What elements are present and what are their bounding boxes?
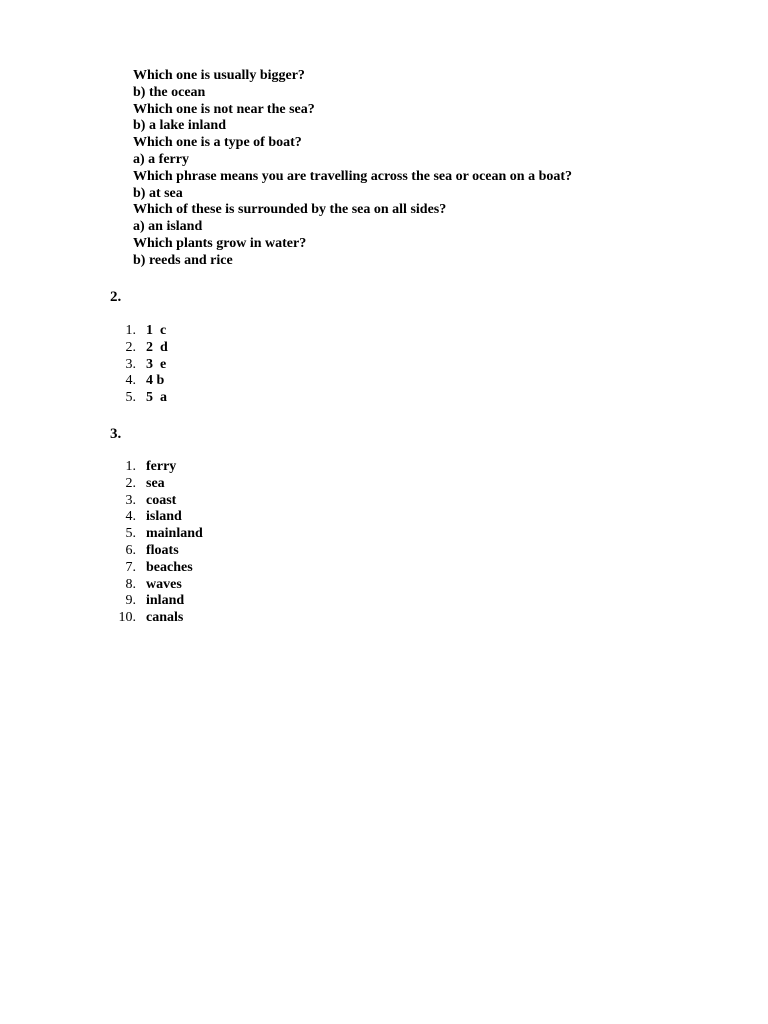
section-2-list: [110, 323, 510, 407]
list-item-text: beaches: [146, 559, 193, 575]
list-item-text: coast: [146, 492, 177, 508]
list-item-text: inland: [146, 593, 185, 609]
answer-line: b) a lake inland: [133, 118, 226, 134]
list-marker: 1.: [125, 323, 136, 338]
list-item-text: waves: [146, 576, 182, 592]
list-marker: 6.: [125, 542, 136, 558]
section-3-list: [110, 459, 510, 627]
list-marker: 2.: [125, 475, 136, 491]
list-marker: 2.: [125, 339, 136, 355]
question-line: Which plants grow in water?: [133, 235, 307, 251]
question-line: Which of these is surrounded by the sea on all sides?: [133, 202, 447, 218]
list-marker: 5.: [125, 390, 136, 406]
list-marker: 1.: [125, 459, 136, 474]
list-item: [110, 323, 510, 340]
list-item-text: canals: [146, 610, 184, 626]
question-line: Which one is not near the sea?: [133, 101, 315, 117]
list-item: [110, 476, 510, 493]
list-item: [110, 526, 510, 543]
list-item-text: 3 e: [146, 356, 167, 372]
list-item: [110, 509, 510, 526]
list-item-text: ferry: [146, 459, 177, 474]
answer-line: b) reeds and rice: [133, 252, 233, 268]
list-marker: 5.: [125, 526, 136, 542]
list-item: [110, 459, 510, 476]
list-item: [110, 593, 510, 610]
section-3-heading: 3.: [110, 426, 122, 442]
list-marker: 3.: [125, 492, 136, 508]
list-item: [110, 340, 510, 357]
question-line: Which one is usually bigger?: [133, 68, 305, 83]
list-item-text: mainland: [146, 526, 203, 542]
section-2-heading: 2.: [110, 289, 122, 305]
answer-line: b) the ocean: [133, 84, 206, 100]
answer-key-section-1: [133, 68, 693, 270]
list-marker: 4.: [125, 509, 136, 525]
list-item-text: 1 c: [146, 323, 167, 338]
list-item: [110, 493, 510, 510]
list-marker: 9.: [125, 593, 136, 609]
list-item-text: 2 d: [146, 339, 168, 355]
list-item-text: sea: [146, 475, 165, 491]
list-marker: 8.: [125, 576, 136, 592]
answer-line: a) a ferry: [133, 151, 189, 167]
list-item-text: 5 a: [146, 390, 167, 406]
answer-line: b) at sea: [133, 185, 183, 201]
list-marker: 7.: [125, 559, 136, 575]
question-line: Which one is a type of boat?: [133, 135, 302, 151]
list-marker: 4.: [125, 373, 136, 389]
list-marker: 10.: [118, 610, 136, 626]
list-item: [110, 577, 510, 594]
list-marker: 3.: [125, 356, 136, 372]
list-item: [110, 390, 510, 407]
question-line: Which phrase means you are travelling across the sea or ocean on a boat?: [133, 168, 573, 184]
list-item: [110, 373, 510, 390]
list-item-text: island: [146, 509, 182, 525]
list-item-text: 4 b: [146, 373, 165, 389]
list-item: [110, 610, 510, 627]
answer-line: a) an island: [133, 219, 203, 235]
list-item: [110, 543, 510, 560]
list-item-text: floats: [146, 542, 179, 558]
list-item: [110, 560, 510, 577]
list-item: [110, 357, 510, 374]
